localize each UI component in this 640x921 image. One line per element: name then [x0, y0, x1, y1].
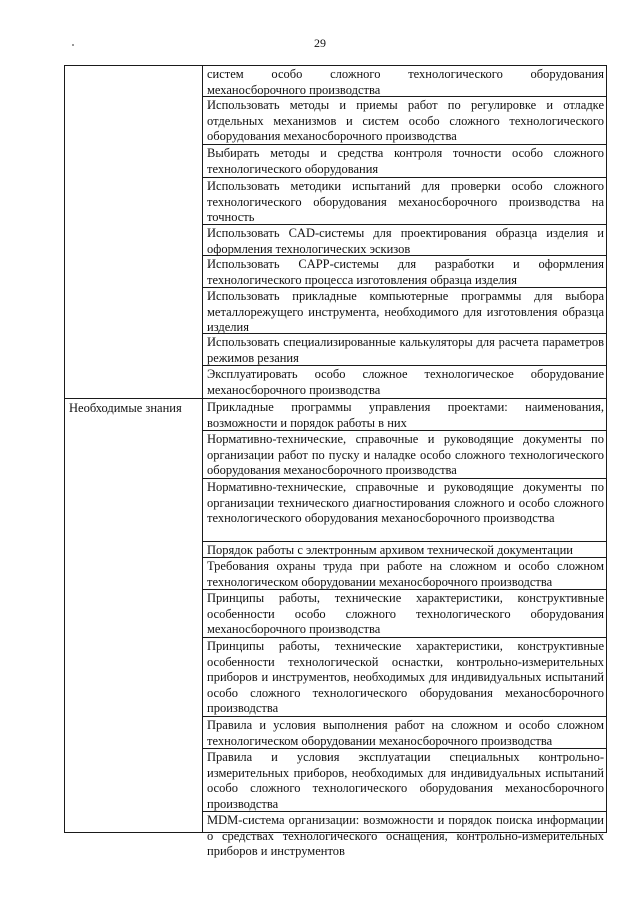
skill-row-text: Эксплуатировать особо сложное технологическое оборудование механосборочного производства: [207, 367, 604, 397]
knowledge-row-text: Нормативно-технические, справочные и руководящие документы по организации технического диагностирования сложного и особо сложного технологического оборудования механосборочного производства: [207, 480, 604, 525]
knowledge-label: Необходимые знания: [69, 401, 182, 415]
skill-row: [203, 287, 606, 333]
skill-row-text: систем особо сложного технологического оборудования механосборочного производства: [207, 67, 604, 97]
skill-row-text: Использовать CAD-системы для проектирования образца изделия и оформления технологических эскизов: [207, 226, 604, 256]
skill-row-text: Использовать методики испытаний для проверки особо сложного технологического оборудования механосборочного производства на точность: [207, 179, 604, 224]
knowledge-row: [203, 637, 606, 716]
skill-row-text: Использовать специализированные калькуляторы для расчета параметров режимов резания: [207, 335, 604, 365]
knowledge-row: [203, 430, 606, 478]
knowledge-row-text: Принципы работы, технические характеристики, конструктивные особенности особо сложного технологического оборудования механосборочного производства: [207, 591, 604, 636]
knowledge-row: [203, 716, 606, 748]
skill-row: [203, 66, 606, 96]
skill-row: [203, 333, 606, 365]
skill-row-text: Использовать прикладные компьютерные программы для выбора металлорежущего инструмента, необходимого для изготовления образца изделия: [207, 289, 604, 334]
knowledge-row: [203, 748, 606, 811]
skill-row: [203, 144, 606, 177]
knowledge-row-text: Правила и условия выполнения работ на сложном и особо сложном технологическом оборудовании механосборочного производства: [207, 718, 604, 748]
skill-row-text: Использовать методы и приемы работ по регулировке и отладке отдельных механизмов и систем особо сложного технологического оборудования механосборочного производства: [207, 98, 604, 143]
skill-row: [203, 255, 606, 287]
knowledge-row-text: Порядок работы с электронным архивом технической документации: [207, 543, 573, 557]
skill-row-text: Выбирать методы и средства контроля точности особо сложного технологического оборудования: [207, 146, 604, 176]
knowledge-row: [203, 589, 606, 637]
skill-row: [203, 365, 606, 398]
skill-row-text: Использовать CAPP-системы для разработки и оформления технологического процесса изготовления образца изделия: [207, 257, 604, 287]
knowledge-row: [203, 811, 606, 858]
knowledge-row-text: Требования охраны труда при работе на сложном и особо сложном технологическом оборудовании механосборочного производства: [207, 559, 604, 589]
scan-speck: [72, 44, 74, 46]
knowledge-row: [203, 557, 606, 589]
knowledge-row: [203, 541, 606, 557]
knowledge-row-text: MDM-система организации: возможности и порядок поиска информации о средствах технологического оснащения, контрольно-измерительных приборов и инструментов: [207, 813, 604, 858]
knowledge-row-text: Принципы работы, технические характеристики, конструктивные особенности технологической оснастки, контрольно-измерительных приборов и инструментов, необходимых для индивидуальных испытаний особо сложного технологического оборудования механосборочного производства: [207, 639, 604, 715]
page-number: 29: [314, 36, 326, 50]
skill-row: [203, 177, 606, 224]
skill-row: [203, 224, 606, 255]
knowledge-row-text: Нормативно-технические, справочные и руководящие документы по организации работ по пуску и наладке особо сложного технологического оборудования механосборочного производства: [207, 432, 604, 477]
knowledge-row-text: Прикладные программы управления проектами: наименования, возможности и порядок работы в них: [207, 400, 604, 430]
skill-row: [203, 96, 606, 144]
knowledge-row-text: Правила и условия эксплуатации специальных контрольно-измерительных приборов, необходимых для индивидуальных испытаний особо сложного технологического оборудования механосборочного производства: [207, 750, 604, 811]
knowledge-row: [203, 478, 606, 541]
requirements-table: [64, 65, 607, 858]
